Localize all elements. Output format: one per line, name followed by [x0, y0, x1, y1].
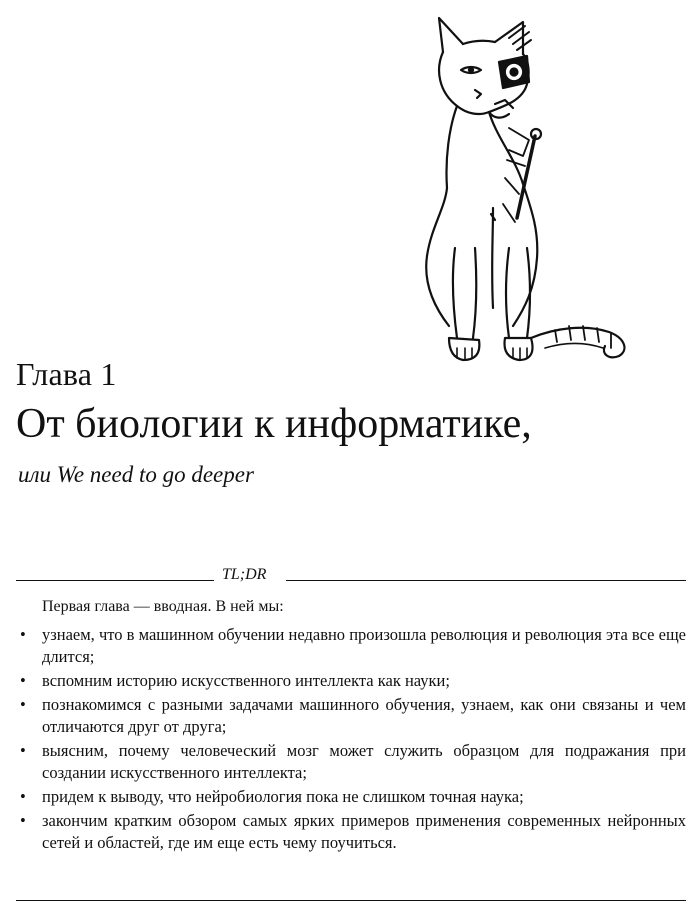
tldr-label: TL;DR — [222, 566, 267, 583]
tldr-rule-left — [16, 580, 214, 581]
bullet-icon: • — [20, 695, 26, 714]
list-item — [16, 810, 686, 854]
list-item-text: выясним, почему человеческий мозг может служить образцом для подражания при создании искусственного интеллекта; — [42, 741, 686, 782]
tldr-list — [16, 624, 686, 856]
list-item — [16, 786, 686, 808]
bullet-icon: • — [20, 811, 26, 830]
cyborg-cat-illustration — [405, 8, 645, 370]
list-item-text: придем к выводу, что нейробиология пока не слишком точная наука; — [42, 787, 524, 806]
list-item — [16, 624, 686, 668]
tldr-rule-right — [286, 580, 686, 581]
list-item-text: вспомним историю искусственного интеллекта как науки; — [42, 671, 450, 690]
bottom-rule — [16, 900, 686, 901]
chapter-subtitle: или We need to go deeper — [18, 462, 254, 487]
chapter-number: Глава 1 — [16, 356, 117, 392]
chapter-title: От биологии к информатике, — [16, 401, 532, 447]
tldr-intro: Первая глава — вводная. В ней мы: — [42, 598, 284, 615]
list-item-text: закончим кратким обзором самых ярких примеров применения современных нейронных сетей и областей, где им еще есть чему поучиться. — [42, 811, 686, 852]
list-item-text: узнаем, что в машинном обучении недавно произошла революция и революция эта все еще длится; — [42, 625, 686, 666]
bullet-icon: • — [20, 625, 26, 644]
list-item — [16, 670, 686, 692]
bullet-icon: • — [20, 671, 26, 690]
list-item — [16, 694, 686, 738]
list-item-text: познакомимся с разными задачами машинного обучения, узнаем, как они связаны и чем отличаются друг от друга; — [42, 695, 686, 736]
bullet-icon: • — [20, 787, 26, 806]
bullet-icon: • — [20, 741, 26, 760]
list-item — [16, 740, 686, 784]
